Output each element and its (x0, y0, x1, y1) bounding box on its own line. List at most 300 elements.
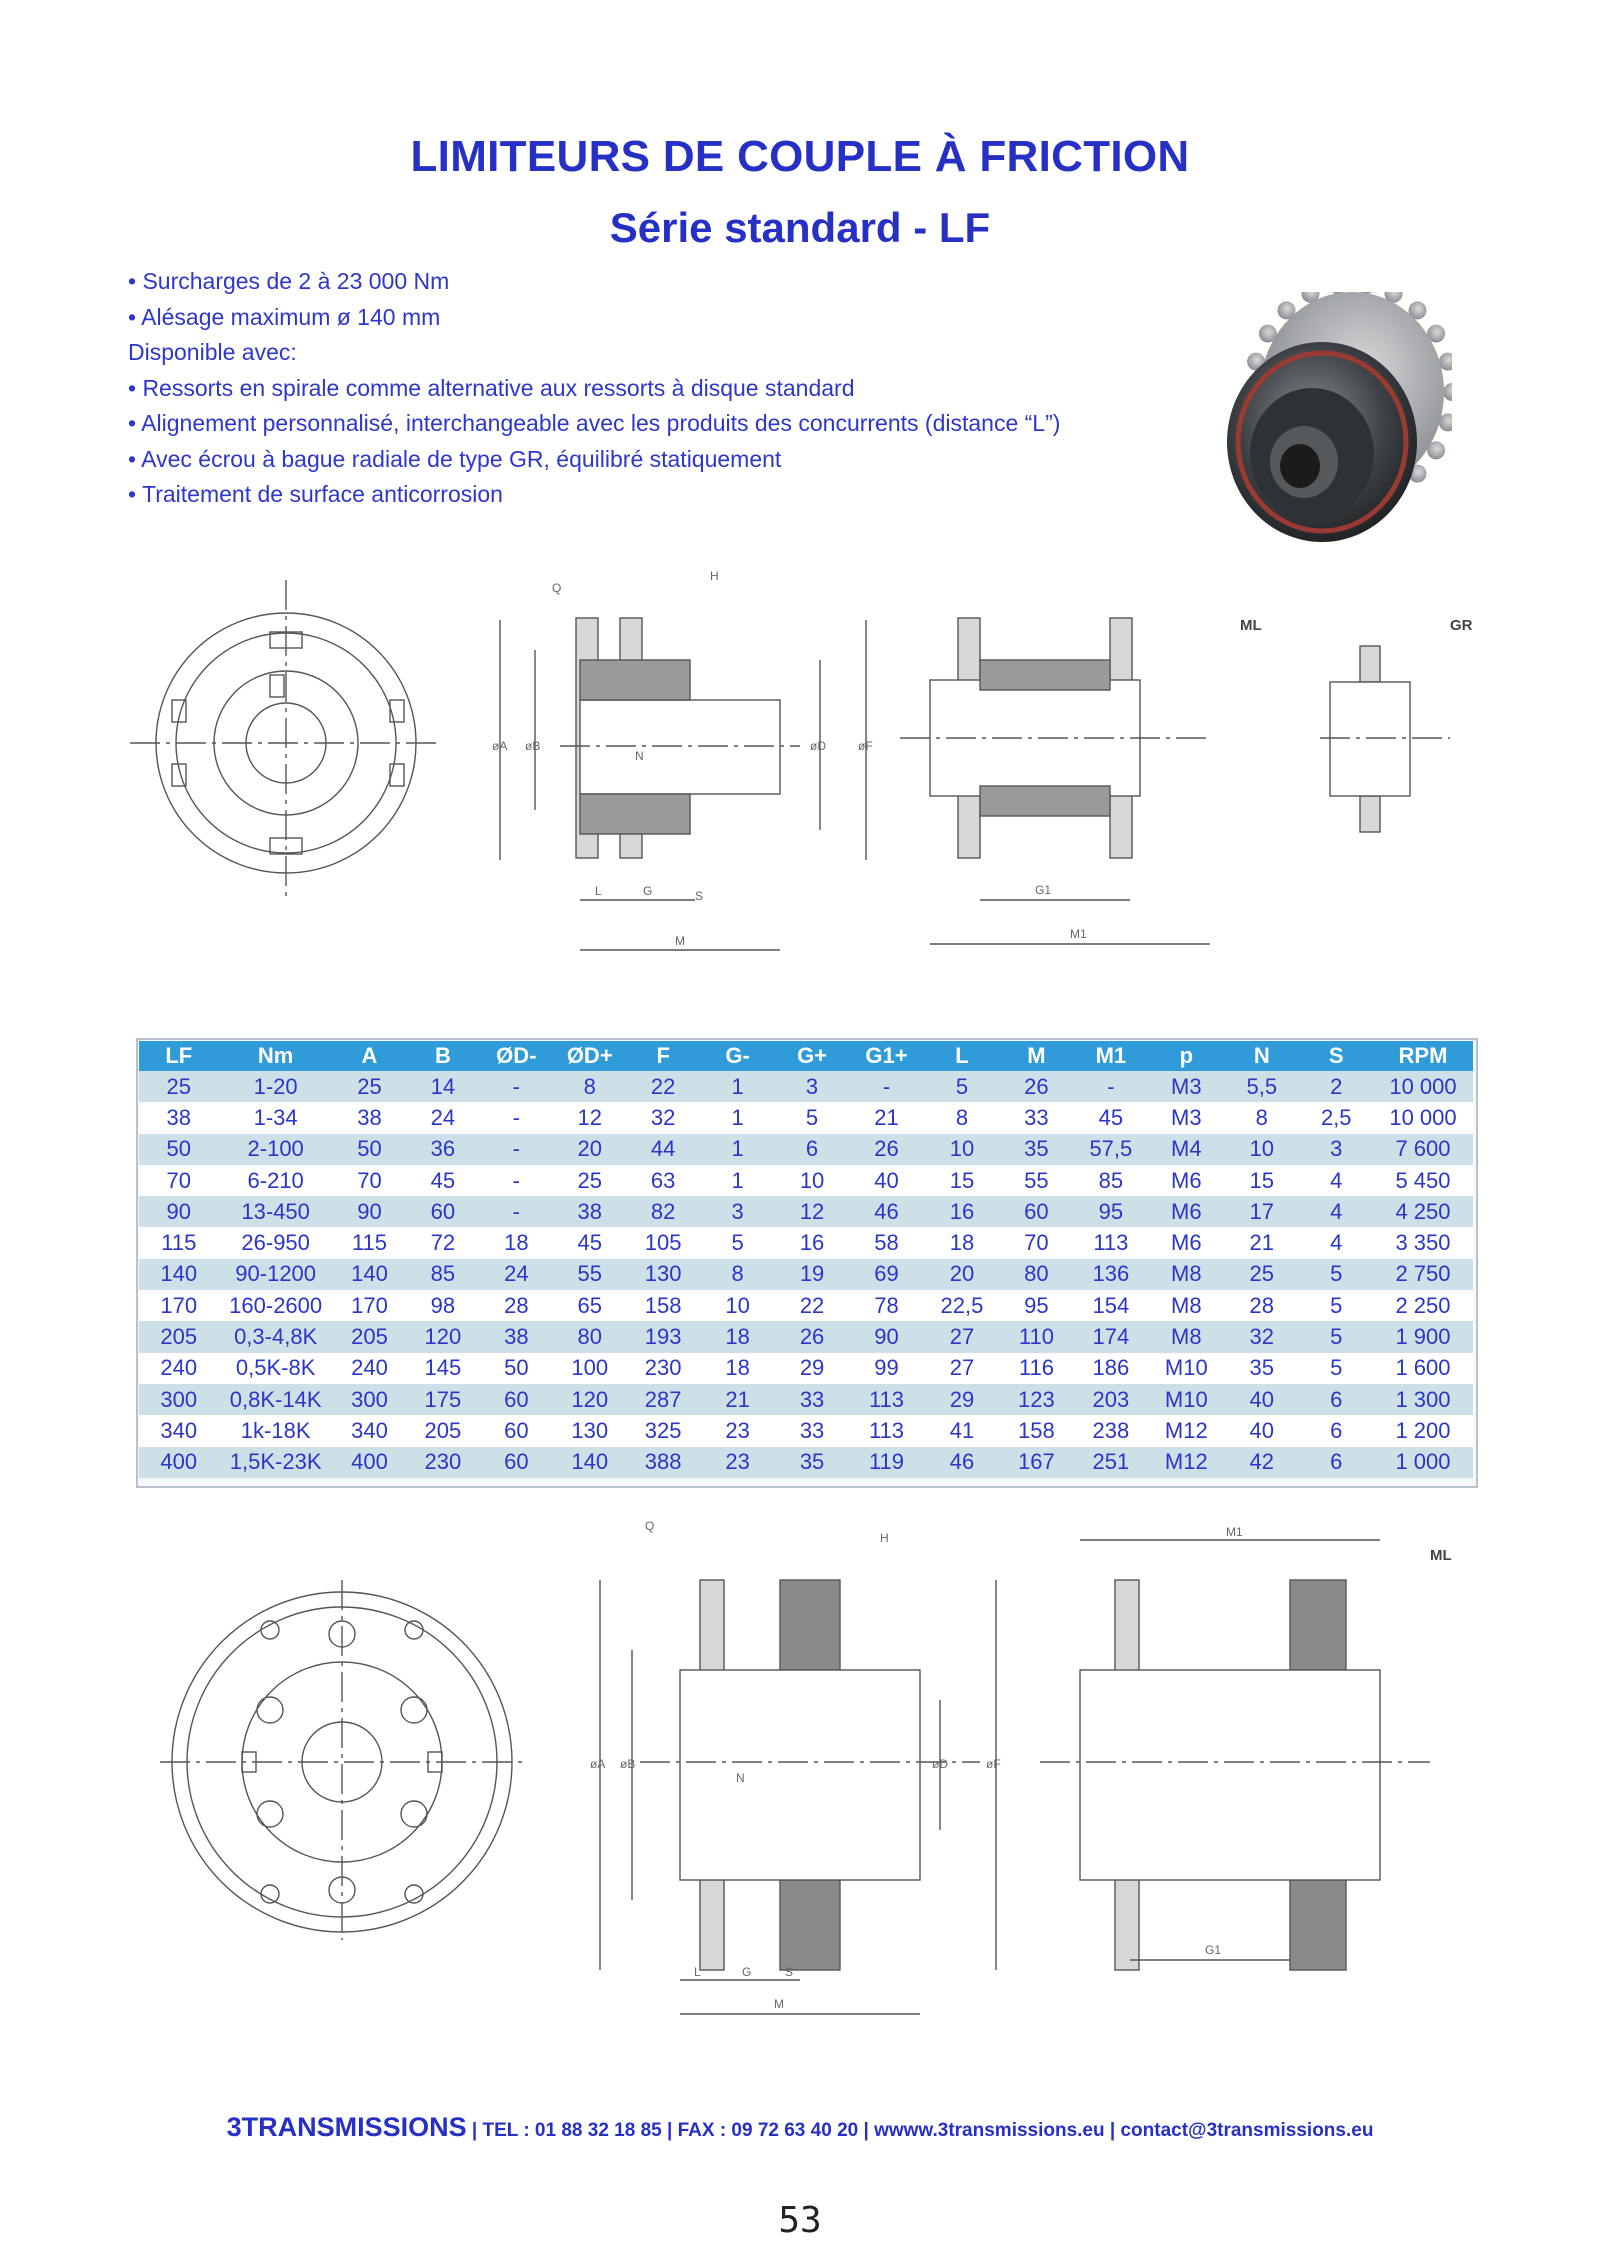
table-cell: 130 (553, 1415, 626, 1446)
table-cell: 287 (626, 1384, 699, 1415)
column-header: S (1300, 1041, 1373, 1071)
table-row (139, 1259, 1473, 1290)
table-cell: M6 (1149, 1196, 1224, 1227)
table-cell: 21 (700, 1384, 775, 1415)
table-cell: 8 (1224, 1102, 1299, 1133)
table-cell: 388 (626, 1447, 699, 1478)
table-cell: 25 (333, 1071, 406, 1102)
table-cell: 1 600 (1373, 1353, 1473, 1384)
dim-label-l: L (595, 884, 602, 898)
table-cell: 203 (1073, 1384, 1148, 1415)
table-cell: 2,5 (1300, 1102, 1373, 1133)
table-cell: 60 (480, 1447, 553, 1478)
column-header: ØD- (480, 1041, 553, 1071)
table-cell: 40 (1224, 1384, 1299, 1415)
table-cell: 57,5 (1073, 1134, 1148, 1165)
table-cell: 36 (406, 1134, 479, 1165)
table-cell: 44 (626, 1134, 699, 1165)
page-title: LIMITEURS DE COUPLE À FRICTION (410, 132, 1190, 181)
table-cell: 136 (1073, 1259, 1148, 1290)
table-cell: 13-450 (219, 1196, 333, 1227)
table-cell: 26 (775, 1321, 848, 1352)
dim-label-m1: M1 (1226, 1525, 1243, 1539)
table-row (139, 1134, 1473, 1165)
table-cell: 18 (480, 1227, 553, 1258)
table-cell: 50 (480, 1353, 553, 1384)
dim-label-d: øD (810, 739, 826, 753)
table-cell: 0,3-4,8K (219, 1321, 333, 1352)
table-cell: 3 (1300, 1134, 1373, 1165)
table-cell: 45 (1073, 1102, 1148, 1133)
table-cell: 63 (626, 1165, 699, 1196)
table-cell: 15 (1224, 1165, 1299, 1196)
table-cell: 4 (1300, 1227, 1373, 1258)
table-cell: 18 (700, 1321, 775, 1352)
table-cell: 17 (1224, 1196, 1299, 1227)
table-cell: 32 (1224, 1321, 1299, 1352)
table-cell: 110 (1000, 1321, 1073, 1352)
column-header: G+ (775, 1041, 848, 1071)
table-cell: 116 (1000, 1353, 1073, 1384)
table-cell: 154 (1073, 1290, 1148, 1321)
table-cell: 115 (333, 1227, 406, 1258)
table-cell: 50 (333, 1134, 406, 1165)
column-header: F (626, 1041, 699, 1071)
table-cell: 55 (553, 1259, 626, 1290)
table-cell: 10 (924, 1134, 999, 1165)
table-row (139, 1102, 1473, 1133)
column-header: ØD+ (553, 1041, 626, 1071)
table-cell: 70 (139, 1165, 219, 1196)
table-row (139, 1447, 1473, 1478)
footer-contact: | TEL : 01 88 32 18 85 | FAX : 09 72 63 40 20 | wwww.3transmissions.eu | contact@3transmissions.eu (466, 2120, 1374, 2141)
feature-item: • Surcharges de 2 à 23 000 Nm (128, 268, 450, 294)
column-header: B (406, 1041, 479, 1071)
table-cell: 12 (775, 1196, 848, 1227)
table-cell: 22,5 (924, 1290, 999, 1321)
table-cell: 205 (139, 1321, 219, 1352)
dim-label-a: øA (590, 1757, 606, 1771)
table-header-row (139, 1041, 1473, 1071)
feature-item: • Avec écrou à bague radiale de type GR, équilibré statiquement (128, 445, 782, 472)
table-cell: 251 (1073, 1447, 1148, 1478)
table-cell: 113 (849, 1384, 924, 1415)
table-cell: 325 (626, 1415, 699, 1446)
table-cell: 18 (924, 1227, 999, 1258)
table-cell: M3 (1149, 1071, 1224, 1102)
table-cell: 230 (626, 1353, 699, 1384)
table-cell: 7 600 (1373, 1134, 1473, 1165)
table-cell: 3 (775, 1071, 848, 1102)
table-row (139, 1071, 1473, 1102)
table-cell: 80 (553, 1321, 626, 1352)
table-cell: 55 (1000, 1165, 1073, 1196)
table-cell: M12 (1149, 1447, 1224, 1478)
table-cell: 230 (406, 1447, 479, 1478)
table-cell: 140 (139, 1259, 219, 1290)
table-cell: 23 (700, 1447, 775, 1478)
table-cell: 21 (1224, 1227, 1299, 1258)
table-cell: 400 (139, 1447, 219, 1478)
table-cell: 170 (139, 1290, 219, 1321)
dim-label-m1: M1 (1070, 927, 1087, 941)
table-cell: M4 (1149, 1134, 1224, 1165)
dim-label-h: H (710, 569, 719, 583)
dimension-table-grid (139, 1041, 1473, 1478)
table-cell: M6 (1149, 1227, 1224, 1258)
table-cell: 69 (849, 1259, 924, 1290)
table-cell: - (480, 1102, 553, 1133)
table-cell: 5 (700, 1227, 775, 1258)
table-cell: 35 (775, 1447, 848, 1478)
table-cell: 340 (333, 1415, 406, 1446)
table-cell: 158 (1000, 1415, 1073, 1446)
table-cell: 35 (1224, 1353, 1299, 1384)
table-cell: 46 (849, 1196, 924, 1227)
table-cell: 82 (626, 1196, 699, 1227)
dim-label-n: N (635, 749, 644, 763)
table-cell: 35 (1000, 1134, 1073, 1165)
table-cell: 8 (700, 1259, 775, 1290)
table-cell: 22 (775, 1290, 848, 1321)
feature-item: • Alignement personnalisé, interchangeable avec les produits des concurrents (distance “L”) (128, 410, 1061, 436)
table-cell: 130 (626, 1259, 699, 1290)
product-photo (1212, 292, 1452, 562)
table-cell: 26-950 (219, 1227, 333, 1258)
table-cell: 90-1200 (219, 1259, 333, 1290)
table-row (139, 1384, 1473, 1415)
column-header: N (1224, 1041, 1299, 1071)
technical-drawing-top (120, 560, 1480, 960)
dimension-table (136, 1038, 1478, 1488)
table-cell: 6 (1300, 1384, 1373, 1415)
table-cell: 5,5 (1224, 1071, 1299, 1102)
table-row (139, 1290, 1473, 1321)
column-header: G1+ (849, 1041, 924, 1071)
table-cell: 10 (775, 1165, 848, 1196)
dim-label-q: Q (552, 581, 562, 595)
table-cell: 19 (775, 1259, 848, 1290)
dim-label-f: øF (858, 739, 873, 753)
table-cell: - (480, 1071, 553, 1102)
table-cell: 1 000 (1373, 1447, 1473, 1478)
variant-label-gr: GR (1450, 617, 1473, 634)
table-cell: 22 (626, 1071, 699, 1102)
table-cell: 33 (1000, 1102, 1073, 1133)
dim-label-s: S (695, 889, 704, 903)
table-cell: 5 (924, 1071, 999, 1102)
table-cell: 193 (626, 1321, 699, 1352)
table-cell: 98 (406, 1290, 479, 1321)
table-cell: 90 (849, 1321, 924, 1352)
table-cell: 40 (849, 1165, 924, 1196)
table-cell: 78 (849, 1290, 924, 1321)
table-cell: 26 (1000, 1071, 1073, 1102)
feature-item: Disponible avec: (128, 339, 297, 365)
table-row (139, 1321, 1473, 1352)
table-cell: 60 (480, 1415, 553, 1446)
table-cell: 400 (333, 1447, 406, 1478)
table-cell: 5 (775, 1102, 848, 1133)
table-cell: 100 (553, 1353, 626, 1384)
table-cell: 8 (924, 1102, 999, 1133)
table-cell: 2 (1300, 1071, 1373, 1102)
table-cell: 140 (333, 1259, 406, 1290)
table-cell: - (849, 1071, 924, 1102)
table-cell: 29 (775, 1353, 848, 1384)
table-cell: 70 (333, 1165, 406, 1196)
table-cell: 12 (553, 1102, 626, 1133)
table-cell: 33 (775, 1384, 848, 1415)
table-cell: 120 (406, 1321, 479, 1352)
table-cell: 65 (553, 1290, 626, 1321)
table-cell: M6 (1149, 1165, 1224, 1196)
table-cell: 115 (139, 1227, 219, 1258)
table-cell: 6 (1300, 1447, 1373, 1478)
sprocket-tooth (1443, 383, 1452, 401)
table-cell: 45 (406, 1165, 479, 1196)
dim-label-g1: G1 (1035, 883, 1052, 897)
column-header: L (924, 1041, 999, 1071)
column-header: A (333, 1041, 406, 1071)
table-cell: - (480, 1165, 553, 1196)
column-header: M1 (1073, 1041, 1148, 1071)
feature-item: • Traitement de surface anticorrosion (128, 481, 503, 507)
table-cell: 1 (700, 1165, 775, 1196)
table-cell: 10 000 (1373, 1071, 1473, 1102)
table-cell: 60 (1000, 1196, 1073, 1227)
table-cell: 2-100 (219, 1134, 333, 1165)
column-header: M (1000, 1041, 1073, 1071)
table-cell: 1 300 (1373, 1384, 1473, 1415)
column-header: Nm (219, 1041, 333, 1071)
table-cell: 60 (480, 1384, 553, 1415)
page-subtitle: Série standard - LF (609, 204, 991, 251)
dim-label-h: H (880, 1531, 889, 1545)
table-cell: 90 (333, 1196, 406, 1227)
table-cell: 105 (626, 1227, 699, 1258)
table-cell: 99 (849, 1353, 924, 1384)
table-cell: 20 (924, 1259, 999, 1290)
column-header: LF (139, 1041, 219, 1071)
table-cell: 70 (1000, 1227, 1073, 1258)
table-cell: 15 (924, 1165, 999, 1196)
table-cell: 1 200 (1373, 1415, 1473, 1446)
table-cell: 140 (553, 1447, 626, 1478)
table-cell: M3 (1149, 1102, 1224, 1133)
feature-list (128, 264, 1188, 513)
dim-label-g: G (643, 884, 653, 898)
table-cell: 175 (406, 1384, 479, 1415)
table-cell: M12 (1149, 1415, 1224, 1446)
table-cell: 1-20 (219, 1071, 333, 1102)
table-cell: 46 (924, 1447, 999, 1478)
table-cell: 1 (700, 1134, 775, 1165)
table-cell: 85 (406, 1259, 479, 1290)
column-header: RPM (1373, 1041, 1473, 1071)
table-cell: 90 (139, 1196, 219, 1227)
table-cell: 2 250 (1373, 1290, 1473, 1321)
table-cell: 8 (553, 1071, 626, 1102)
table-cell: 119 (849, 1447, 924, 1478)
table-row (139, 1415, 1473, 1446)
table-cell: 0,8K-14K (219, 1384, 333, 1415)
table-cell: 1-34 (219, 1102, 333, 1133)
dim-label-g: G (742, 1965, 752, 1979)
table-cell: 5 (1300, 1321, 1373, 1352)
table-cell: 6 (775, 1134, 848, 1165)
table-cell: 25 (1224, 1259, 1299, 1290)
table-row (139, 1227, 1473, 1258)
feature-item: • Alésage maximum ø 140 mm (128, 303, 441, 330)
table-cell: 170 (333, 1290, 406, 1321)
dim-label-m: M (774, 1997, 784, 2011)
dim-label-d: øD (932, 1757, 948, 1771)
table-cell: M8 (1149, 1259, 1224, 1290)
table-cell: 5 450 (1373, 1165, 1473, 1196)
table-cell: - (480, 1134, 553, 1165)
table-cell: 0,5K-8K (219, 1353, 333, 1384)
table-cell: M10 (1149, 1353, 1224, 1384)
table-cell: - (1073, 1071, 1148, 1102)
table-cell: 300 (333, 1384, 406, 1415)
table-cell: 120 (553, 1384, 626, 1415)
table-cell: 24 (406, 1102, 479, 1133)
table-cell: 113 (849, 1415, 924, 1446)
table-cell: 123 (1000, 1384, 1073, 1415)
table-cell: 340 (139, 1415, 219, 1446)
table-cell: 45 (553, 1227, 626, 1258)
table-cell: 50 (139, 1134, 219, 1165)
table-cell: 72 (406, 1227, 479, 1258)
table-cell: 58 (849, 1227, 924, 1258)
table-cell: 60 (406, 1196, 479, 1227)
table-cell: 16 (775, 1227, 848, 1258)
table-cell: 10 000 (1373, 1102, 1473, 1133)
table-cell: 38 (480, 1321, 553, 1352)
table-cell: 205 (333, 1321, 406, 1352)
table-cell: 167 (1000, 1447, 1073, 1478)
table-cell: 3 350 (1373, 1227, 1473, 1258)
table-cell: 33 (775, 1415, 848, 1446)
table-cell: 145 (406, 1353, 479, 1384)
dim-label-n: N (736, 1771, 745, 1785)
table-cell: 24 (480, 1259, 553, 1290)
table-body (139, 1071, 1473, 1478)
table-cell: 40 (1224, 1415, 1299, 1446)
table-cell: 25 (553, 1165, 626, 1196)
table-cell: 42 (1224, 1447, 1299, 1478)
table-cell: 1 (700, 1071, 775, 1102)
table-cell: 1 (700, 1102, 775, 1133)
technical-drawing-bottom (120, 1500, 1480, 2040)
table-cell: 16 (924, 1196, 999, 1227)
table-cell: 5 (1300, 1290, 1373, 1321)
variant-label-ml: ML (1430, 1547, 1452, 1564)
dim-label-g1: G1 (1205, 1943, 1222, 1957)
table-cell: 238 (1073, 1415, 1148, 1446)
dim-label-l: L (694, 1965, 701, 1979)
table-cell: 3 (700, 1196, 775, 1227)
table-cell: 21 (849, 1102, 924, 1133)
table-cell: 6 (1300, 1415, 1373, 1446)
table-cell: 29 (924, 1384, 999, 1415)
table-cell: 38 (553, 1196, 626, 1227)
dim-label-a: øA (492, 739, 508, 753)
table-cell: 38 (139, 1102, 219, 1133)
footer-brand: 3TRANSMISSIONS (226, 2112, 467, 2142)
table-cell: 27 (924, 1321, 999, 1352)
variant-label-ml: ML (1240, 617, 1262, 634)
page-number: 53 (778, 2200, 822, 2241)
table-cell: 10 (1224, 1134, 1299, 1165)
dim-label-q: Q (645, 1519, 655, 1533)
table-cell: 174 (1073, 1321, 1148, 1352)
table-row (139, 1165, 1473, 1196)
table-cell: 1k-18K (219, 1415, 333, 1446)
dim-label-b: øB (525, 739, 541, 753)
table-cell: 26 (849, 1134, 924, 1165)
table-cell: 95 (1073, 1196, 1148, 1227)
table-cell: 27 (924, 1353, 999, 1384)
table-cell: 14 (406, 1071, 479, 1102)
table-cell: 18 (700, 1353, 775, 1384)
table-cell: 158 (626, 1290, 699, 1321)
table-cell: 113 (1073, 1227, 1148, 1258)
column-header: p (1149, 1041, 1224, 1071)
table-cell: 23 (700, 1415, 775, 1446)
table-cell: 1,5K-23K (219, 1447, 333, 1478)
feature-item: • Ressorts en spirale comme alternative aux ressorts à disque standard (128, 374, 855, 401)
table-cell: 5 (1300, 1259, 1373, 1290)
footer (0, 2112, 1600, 2143)
table-cell: 95 (1000, 1290, 1073, 1321)
table-cell: 4 250 (1373, 1196, 1473, 1227)
table-cell: 10 (700, 1290, 775, 1321)
table-cell: 186 (1073, 1353, 1148, 1384)
table-cell: 205 (406, 1415, 479, 1446)
dim-label-s: S (785, 1965, 794, 1979)
dim-label-m: M (675, 934, 685, 948)
table-cell: 240 (333, 1353, 406, 1384)
table-cell: 4 (1300, 1196, 1373, 1227)
table-cell: 6-210 (219, 1165, 333, 1196)
column-header: G- (700, 1041, 775, 1071)
table-cell: 160-2600 (219, 1290, 333, 1321)
table-cell: 41 (924, 1415, 999, 1446)
table-cell: 2 750 (1373, 1259, 1473, 1290)
table-cell: - (480, 1196, 553, 1227)
table-cell: M8 (1149, 1321, 1224, 1352)
table-cell: 20 (553, 1134, 626, 1165)
table-cell: 32 (626, 1102, 699, 1133)
table-cell: 38 (333, 1102, 406, 1133)
table-cell: 5 (1300, 1353, 1373, 1384)
table-row (139, 1353, 1473, 1384)
table-cell: 28 (480, 1290, 553, 1321)
table-cell: 85 (1073, 1165, 1148, 1196)
dim-label-f: øF (986, 1757, 1001, 1771)
table-cell: 80 (1000, 1259, 1073, 1290)
table-cell: 300 (139, 1384, 219, 1415)
table-cell: 1 900 (1373, 1321, 1473, 1352)
table-cell: 25 (139, 1071, 219, 1102)
table-cell: 240 (139, 1353, 219, 1384)
table-row (139, 1196, 1473, 1227)
table-cell: 4 (1300, 1165, 1373, 1196)
table-cell: M10 (1149, 1384, 1224, 1415)
table-cell: M8 (1149, 1290, 1224, 1321)
